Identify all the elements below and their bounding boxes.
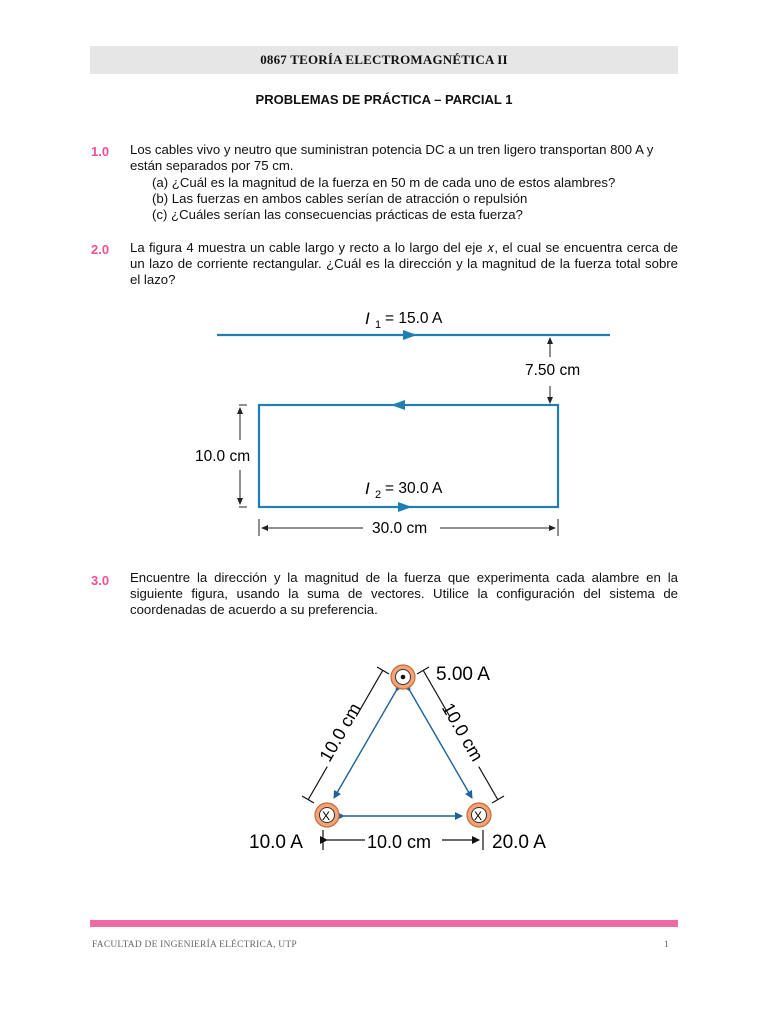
cross-into-page-icon-right: X bbox=[474, 809, 483, 823]
i2-symbol: I bbox=[365, 479, 370, 498]
footer-faculty: FACULTAD DE INGENIERÍA ELÉCTRICA, UTP bbox=[92, 940, 297, 950]
page-number: 1 bbox=[664, 940, 669, 950]
problem-1-item-a: (a) ¿Cuál es la magnitud de la fuerza en 50 m de cada uno de estos alambres? bbox=[152, 175, 616, 190]
problem-text-2: La figura 4 muestra un cable largo y recto a lo largo del eje 𝑥, el cual se encuentra cerca de un lazo de corriente rectangular. ¿Cuál es la dirección y la magnitud de la fuerza total sobre el lazo? bbox=[130, 240, 678, 287]
bottom-side-label: 10.0 cm bbox=[367, 832, 432, 852]
footer-divider bbox=[90, 920, 678, 927]
cross-into-page-icon-left: X bbox=[322, 809, 331, 823]
problem-number-2: 2.0 bbox=[91, 242, 110, 257]
dot-out-of-page-icon bbox=[401, 675, 406, 680]
i1-value: = 15.0 A bbox=[385, 310, 443, 327]
problem-1-item-c: (c) ¿Cuáles serían las consecuencias prácticas de esta fuerza? bbox=[152, 207, 523, 222]
figure-wire-and-loop bbox=[195, 300, 615, 540]
i2-value: = 30.0 A bbox=[385, 480, 443, 497]
width-label: 30.0 cm bbox=[372, 520, 428, 537]
right-current-label: 20.0 A bbox=[492, 832, 546, 853]
problem-1-line-2: están separados por 75 cm. bbox=[130, 158, 294, 173]
height-label: 10.0 cm bbox=[195, 448, 251, 465]
gap-label: 7.50 cm bbox=[525, 362, 581, 379]
left-current-label: 10.0 A bbox=[249, 832, 303, 853]
right-side-label: 10.0 cm bbox=[437, 699, 488, 765]
problem-text-3: Encuentre la dirección y la magnitud de la fuerza que experimenta cada alambre en la siguiente figura, usando la suma de vectores. Utilice la configuración del sistema de coordenadas de acuerdo a su preferencia. bbox=[130, 570, 678, 617]
left-side-label: 10.0 cm bbox=[315, 699, 365, 766]
problem-1-item-b: (b) Las fuerzas en ambos cables serían de atracción o repulsión bbox=[152, 191, 528, 206]
page-subtitle: PROBLEMAS DE PRÁCTICA – PARCIAL 1 bbox=[255, 92, 513, 107]
top-current-label: 5.00 A bbox=[436, 664, 490, 685]
i1-symbol: I bbox=[365, 309, 370, 328]
i2-subscript: 2 bbox=[375, 489, 382, 501]
figure-triangle-wires bbox=[240, 650, 570, 865]
problem-text-1 bbox=[130, 142, 678, 174]
i1-subscript: 1 bbox=[375, 319, 382, 331]
problem-1-line-1: Los cables vivo y neutro que suministran potencia DC a un tren ligero transportan 800 A y bbox=[130, 142, 654, 157]
header-bar bbox=[90, 46, 678, 74]
course-title: 0867 TEORÍA ELECTROMAGNÉTICA II bbox=[260, 52, 508, 67]
problem-number-1: 1.0 bbox=[91, 144, 110, 159]
problem-number-3: 3.0 bbox=[91, 573, 110, 588]
